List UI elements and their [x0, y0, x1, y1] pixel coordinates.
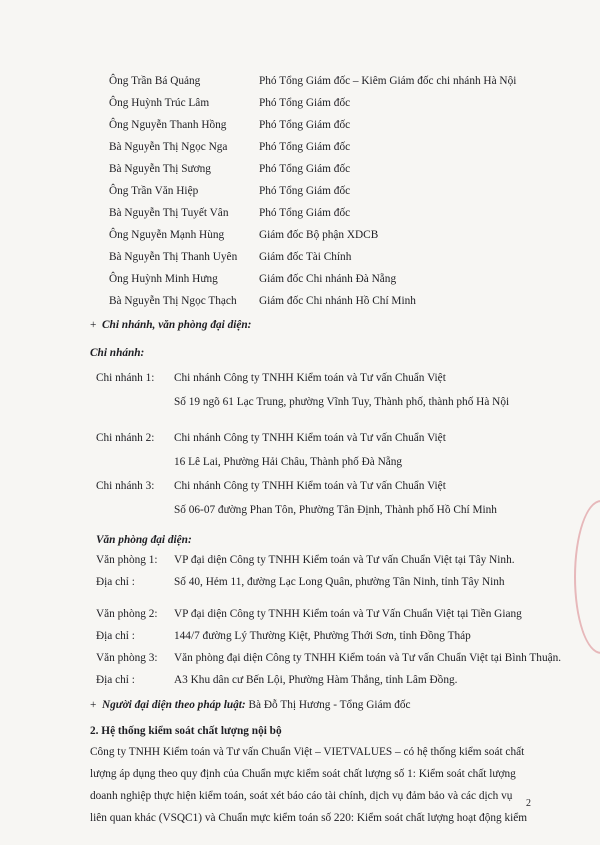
branch-label: Chi nhánh 3:: [96, 480, 155, 492]
leader-title: Phó Tổng Giám đốc: [259, 97, 351, 109]
branch-label: Chi nhánh 2:: [96, 432, 155, 444]
section2-line: doanh nghiệp thực hiện kiểm toán, soát xét báo cáo tài chính, dịch vụ đảm bảo và các dịch vụ: [90, 790, 513, 802]
legal-rep-value: Bà Đỗ Thị Hương - Tổng Giám đốc: [245, 699, 411, 711]
section-branches-heading: Chi nhánh, văn phòng đại diện:: [102, 319, 252, 331]
leader-title: Phó Tổng Giám đốc – Kiêm Giám đốc chi nhánh Hà Nội: [259, 75, 517, 87]
page-number: 2: [526, 798, 531, 809]
office-name: Văn phòng đại diện Công ty TNHH Kiểm toán và Tư vấn Chuẩn Việt tại Bình Thuận.: [174, 652, 562, 664]
leader-name: Ông Huỳnh Minh Hưng: [109, 273, 218, 285]
leader-name: Bà Nguyễn Thị Ngọc Nga: [109, 141, 228, 153]
branch-label: Chi nhánh 1:: [96, 372, 155, 384]
section2-line: liên quan khác (VSQC1) và Chuẩn mực kiểm toán số 220: Kiểm soát chất lượng hoạt động kiểm: [90, 812, 528, 824]
leader-name: Bà Nguyễn Thị Sương: [109, 163, 211, 175]
bullet-plus: +: [90, 699, 97, 711]
leader-title: Phó Tổng Giám đốc: [259, 207, 351, 219]
branch-address: Số 06-07 đường Phan Tôn, Phường Tân Định, Thành phố Hồ Chí Minh: [174, 504, 497, 516]
section2-line: lượng áp dụng theo quy định của Chuẩn mực kiểm soát chất lượng số 1: Kiểm soát chất lượng: [90, 768, 516, 780]
offices-heading: Văn phòng đại diện:: [96, 534, 192, 546]
section2-title: 2. Hệ thống kiểm soát chất lượng nội bộ: [90, 725, 282, 737]
office-address-label: Địa chỉ :: [96, 630, 135, 642]
leader-name: Ông Trần Văn Hiệp: [109, 185, 199, 197]
leader-name: Ông Huỳnh Trúc Lâm: [109, 97, 210, 109]
office-label: Văn phòng 2:: [96, 608, 158, 620]
legal-rep-label: Người đại diện theo pháp luật:: [102, 699, 246, 711]
leader-title: Giám đốc Chi nhánh Hồ Chí Minh: [259, 295, 416, 307]
office-name: VP đại diện Công ty TNHH Kiểm toán và Tư vấn Chuẩn Việt tại Tây Ninh.: [174, 554, 515, 566]
office-address: Số 40, Hẻm 11, đường Lạc Long Quân, phường Tân Ninh, tỉnh Tây Ninh: [174, 576, 505, 588]
leader-title: Phó Tổng Giám đốc: [259, 141, 351, 153]
branches-heading: Chi nhánh:: [90, 347, 145, 359]
office-address-label: Địa chỉ :: [96, 674, 135, 686]
branch-address: 16 Lê Lai, Phường Hải Châu, Thành phố Đà Nẵng: [174, 456, 403, 468]
office-label: Văn phòng 1:: [96, 554, 158, 566]
stamp-seal: [574, 500, 600, 654]
branch-address: Số 19 ngõ 61 Lạc Trung, phường Vĩnh Tuy, Thành phố, thành phố Hà Nội: [174, 396, 510, 408]
office-label: Văn phòng 3:: [96, 652, 158, 664]
leader-title: Giám đốc Bộ phận XDCB: [259, 229, 379, 241]
office-address: A3 Khu dân cư Bến Lội, Phường Hàm Thắng, tỉnh Lâm Đồng.: [174, 674, 458, 686]
leader-title: Giám đốc Tài Chính: [259, 251, 352, 263]
leader-name: Ông Trần Bá Quảng: [109, 75, 201, 87]
leader-title: Phó Tổng Giám đốc: [259, 163, 351, 175]
leader-title: Phó Tổng Giám đốc: [259, 185, 351, 197]
leader-name: Bà Nguyễn Thị Tuyết Vân: [109, 207, 229, 219]
leader-name: Ông Nguyễn Mạnh Hùng: [109, 229, 225, 241]
office-name: VP đại diện Công ty TNHH Kiểm toán và Tư Vấn Chuẩn Việt tại Tiền Giang: [174, 608, 522, 620]
bullet-plus: +: [90, 319, 97, 331]
section2-line: Công ty TNHH Kiểm toán và Tư vấn Chuẩn Việt – VIETVALUES – có hệ thống kiểm soát chất: [90, 746, 525, 758]
leader-name: Bà Nguyễn Thị Ngọc Thạch: [109, 295, 237, 307]
branch-name: Chi nhánh Công ty TNHH Kiểm toán và Tư vấn Chuẩn Việt: [174, 432, 446, 444]
branch-name: Chi nhánh Công ty TNHH Kiểm toán và Tư vấn Chuẩn Việt: [174, 372, 446, 384]
branch-name: Chi nhánh Công ty TNHH Kiểm toán và Tư vấn Chuẩn Việt: [174, 480, 446, 492]
leader-name: Bà Nguyễn Thị Thanh Uyên: [109, 251, 238, 263]
legal-rep-line: [102, 698, 411, 712]
office-address: 144/7 đường Lý Thường Kiệt, Phường Thới Sơn, tỉnh Đồng Tháp: [174, 630, 471, 642]
leader-title: Giám đốc Chi nhánh Đà Nẵng: [259, 273, 397, 285]
leader-title: Phó Tổng Giám đốc: [259, 119, 351, 131]
office-address-label: Địa chỉ :: [96, 576, 135, 588]
leader-name: Ông Nguyễn Thanh Hồng: [109, 119, 227, 131]
